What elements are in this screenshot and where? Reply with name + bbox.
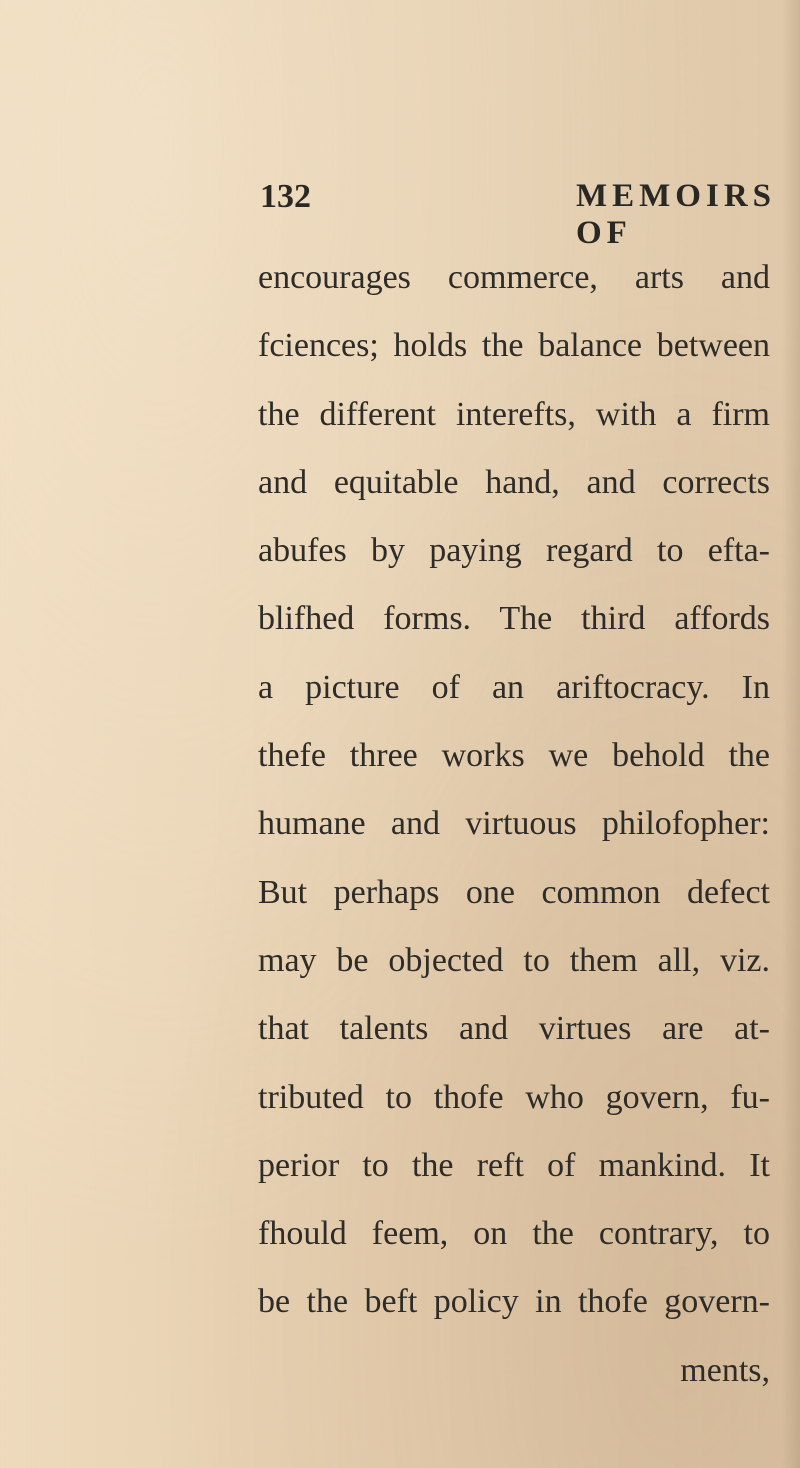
text-line: perior to the reft of mankind. It	[258, 1146, 770, 1184]
running-head: MEMOIRS OF	[576, 178, 776, 251]
body-text	[258, 244, 770, 1405]
page-header	[260, 178, 800, 251]
text-line: fciences; holds the balance between	[258, 327, 770, 365]
text-line: be the beft policy in thofe govern-	[258, 1283, 770, 1321]
text-line: blifhed forms. The third affords	[258, 600, 770, 638]
catchword: ments,	[680, 1351, 770, 1389]
text-line: fhould feem, on the contrary, to	[258, 1215, 770, 1253]
text-line: that talents and virtues are at-	[258, 1010, 770, 1048]
text-line: may be objected to them all, viz.	[258, 941, 770, 979]
text-line: and equitable hand, and corrects	[258, 463, 770, 501]
text-line: encourages commerce, arts and	[258, 259, 770, 296]
text-line: But perhaps one common defect	[258, 873, 770, 911]
text-line: the different interefts, with a firm	[258, 395, 770, 433]
page-number: 132	[260, 178, 311, 215]
text-line: abufes by paying regard to efta-	[258, 532, 770, 570]
text-line: thefe three works we behold the	[258, 737, 770, 775]
text-line: humane and virtuous philofopher:	[258, 805, 770, 843]
text-line: a picture of an ariftocracy. In	[258, 668, 770, 706]
text-line: tributed to thofe who govern, fu-	[258, 1078, 770, 1116]
